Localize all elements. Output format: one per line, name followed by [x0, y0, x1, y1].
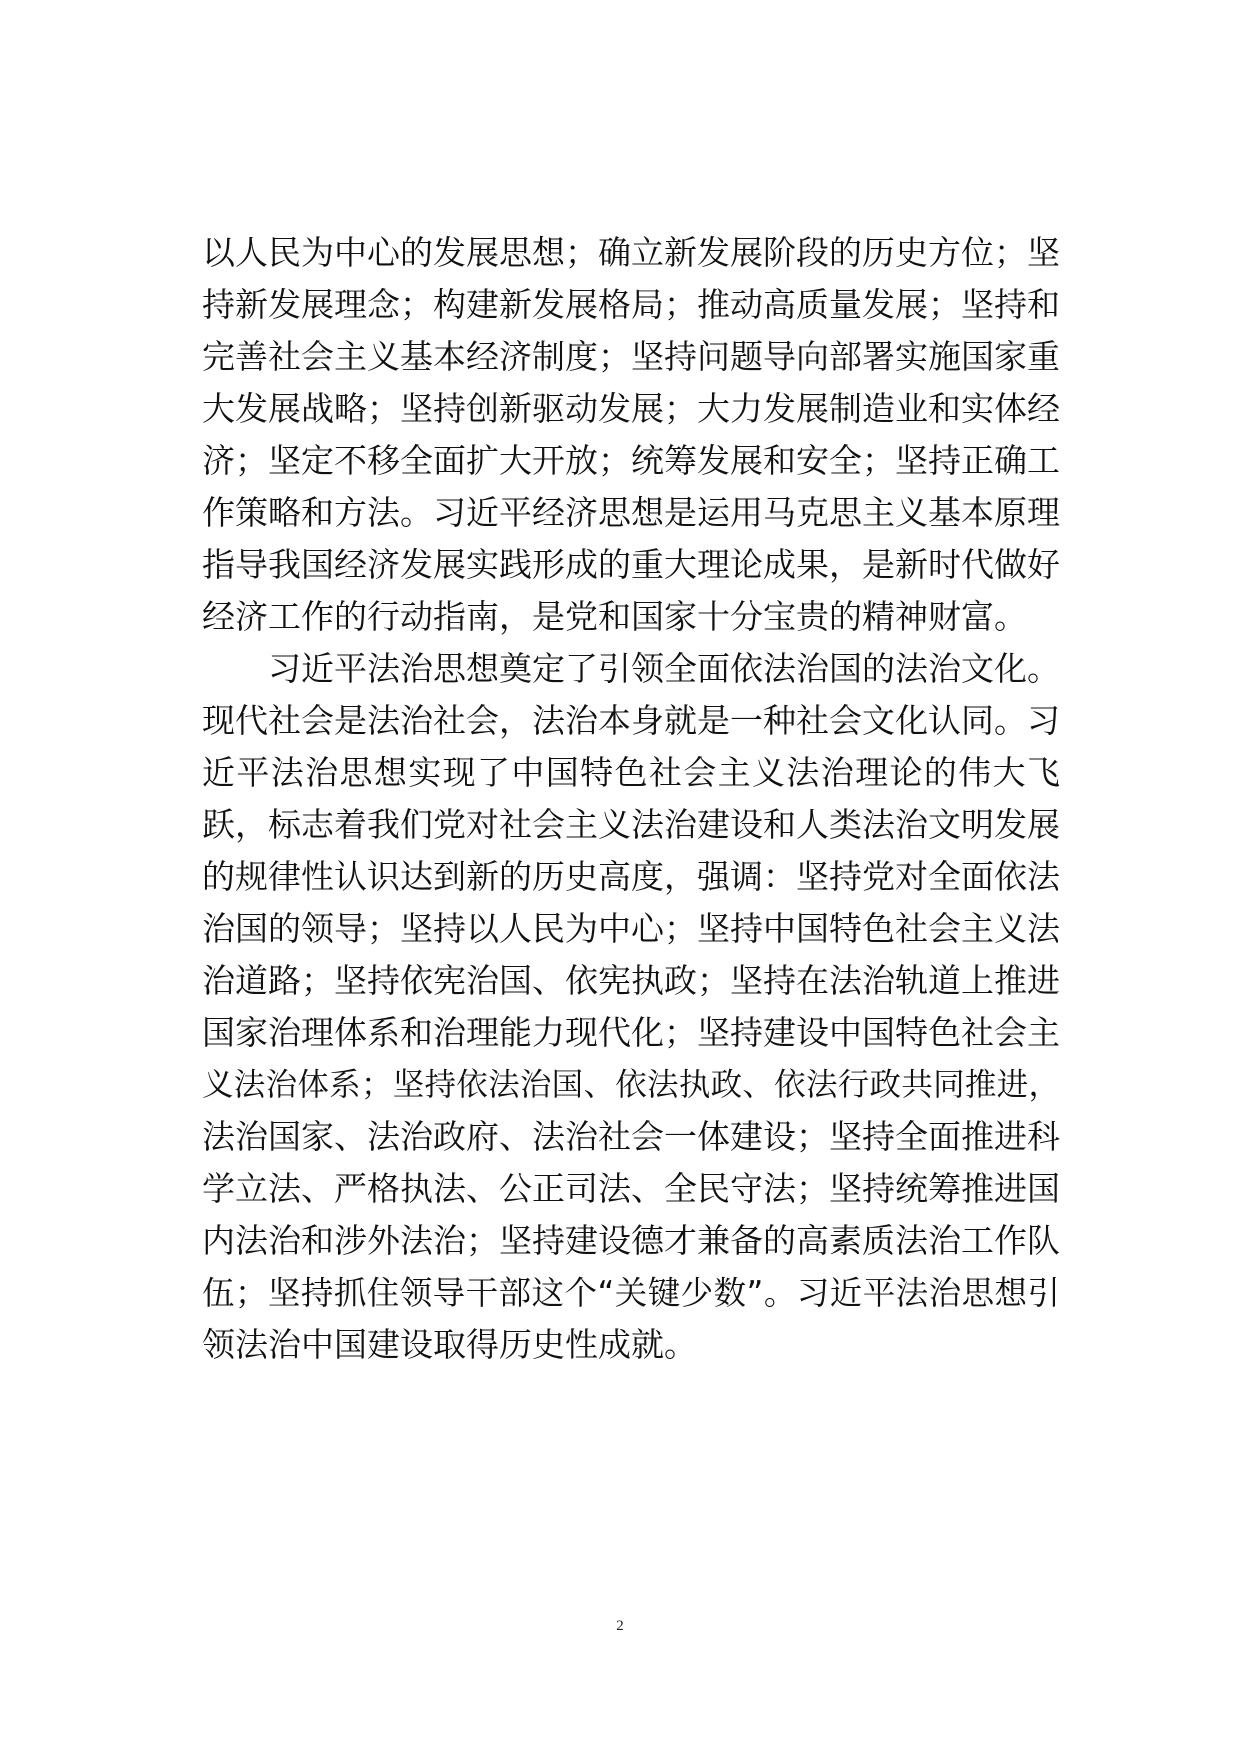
text-line: 学立法、严格执法、公正司法、全民守法；坚持统筹推进国: [202, 1169, 1060, 1208]
text-line: 义法治体系；坚持依法治国、依法执政、依法行政共同推进，: [202, 1067, 1060, 1103]
paragraph-2: [202, 643, 1060, 1371]
text-line: 大发展战略；坚持创新驱动发展；大力发展制造业和实体经: [202, 389, 1060, 428]
text-line: 近平法治思想实现了中国特色社会主义法治理论的伟大飞: [202, 753, 1060, 792]
text-line: 指导我国经济发展实践形成的重大理论成果，是新时代做好: [202, 545, 1060, 584]
text-line: 现代社会是法治社会，法治本身就是一种社会文化认同。习: [202, 701, 1060, 740]
text-line: 完善社会主义基本经济制度；坚持问题导向部署实施国家重: [202, 337, 1060, 376]
text-line: 治国的领导；坚持以人民为中心；坚持中国特色社会主义法: [202, 909, 1060, 948]
text-line: 跃，标志着我们党对社会主义法治建设和人类法治文明发展: [202, 805, 1060, 844]
text-line: 领法治中国建设取得历史性成就。: [202, 1325, 697, 1364]
paragraph-1: [202, 227, 1060, 643]
text-line: 国家治理体系和治理能力现代化；坚持建设中国特色社会主: [202, 1013, 1060, 1052]
page-number: 2: [616, 1618, 624, 1634]
text-line: 以人民为中心的发展思想；确立新发展阶段的历史方位；坚: [202, 233, 1060, 272]
text-line: 法治国家、法治政府、法治社会一体建设；坚持全面推进科: [202, 1117, 1060, 1156]
text-line: 的规律性认识达到新的历史高度，强调：坚持党对全面依法: [202, 857, 1060, 896]
text-line: 治道路；坚持依宪治国、依宪执政；坚持在法治轨道上推进: [202, 961, 1060, 1000]
text-line: 济；坚定不移全面扩大开放；统筹发展和安全；坚持正确工: [202, 441, 1060, 480]
text-line: 伍；坚持抓住领导干部这个“关键少数”。习近平法治思想引: [202, 1274, 1060, 1312]
text-line: 经济工作的行动指南，是党和国家十分宝贵的精神财富。: [202, 597, 1027, 636]
text-line: 内法治和涉外法治；坚持建设德才兼备的高素质法治工作队: [202, 1221, 1060, 1260]
text-line: 持新发展理念；构建新发展格局；推动高质量发展；坚持和: [202, 285, 1060, 324]
body-text: [202, 227, 1060, 1371]
text-line: 习近平法治思想奠定了引领全面依法治国的法治文化。: [268, 649, 1060, 688]
text-line: 作策略和方法。习近平经济思想是运用马克思主义基本原理: [202, 493, 1060, 532]
